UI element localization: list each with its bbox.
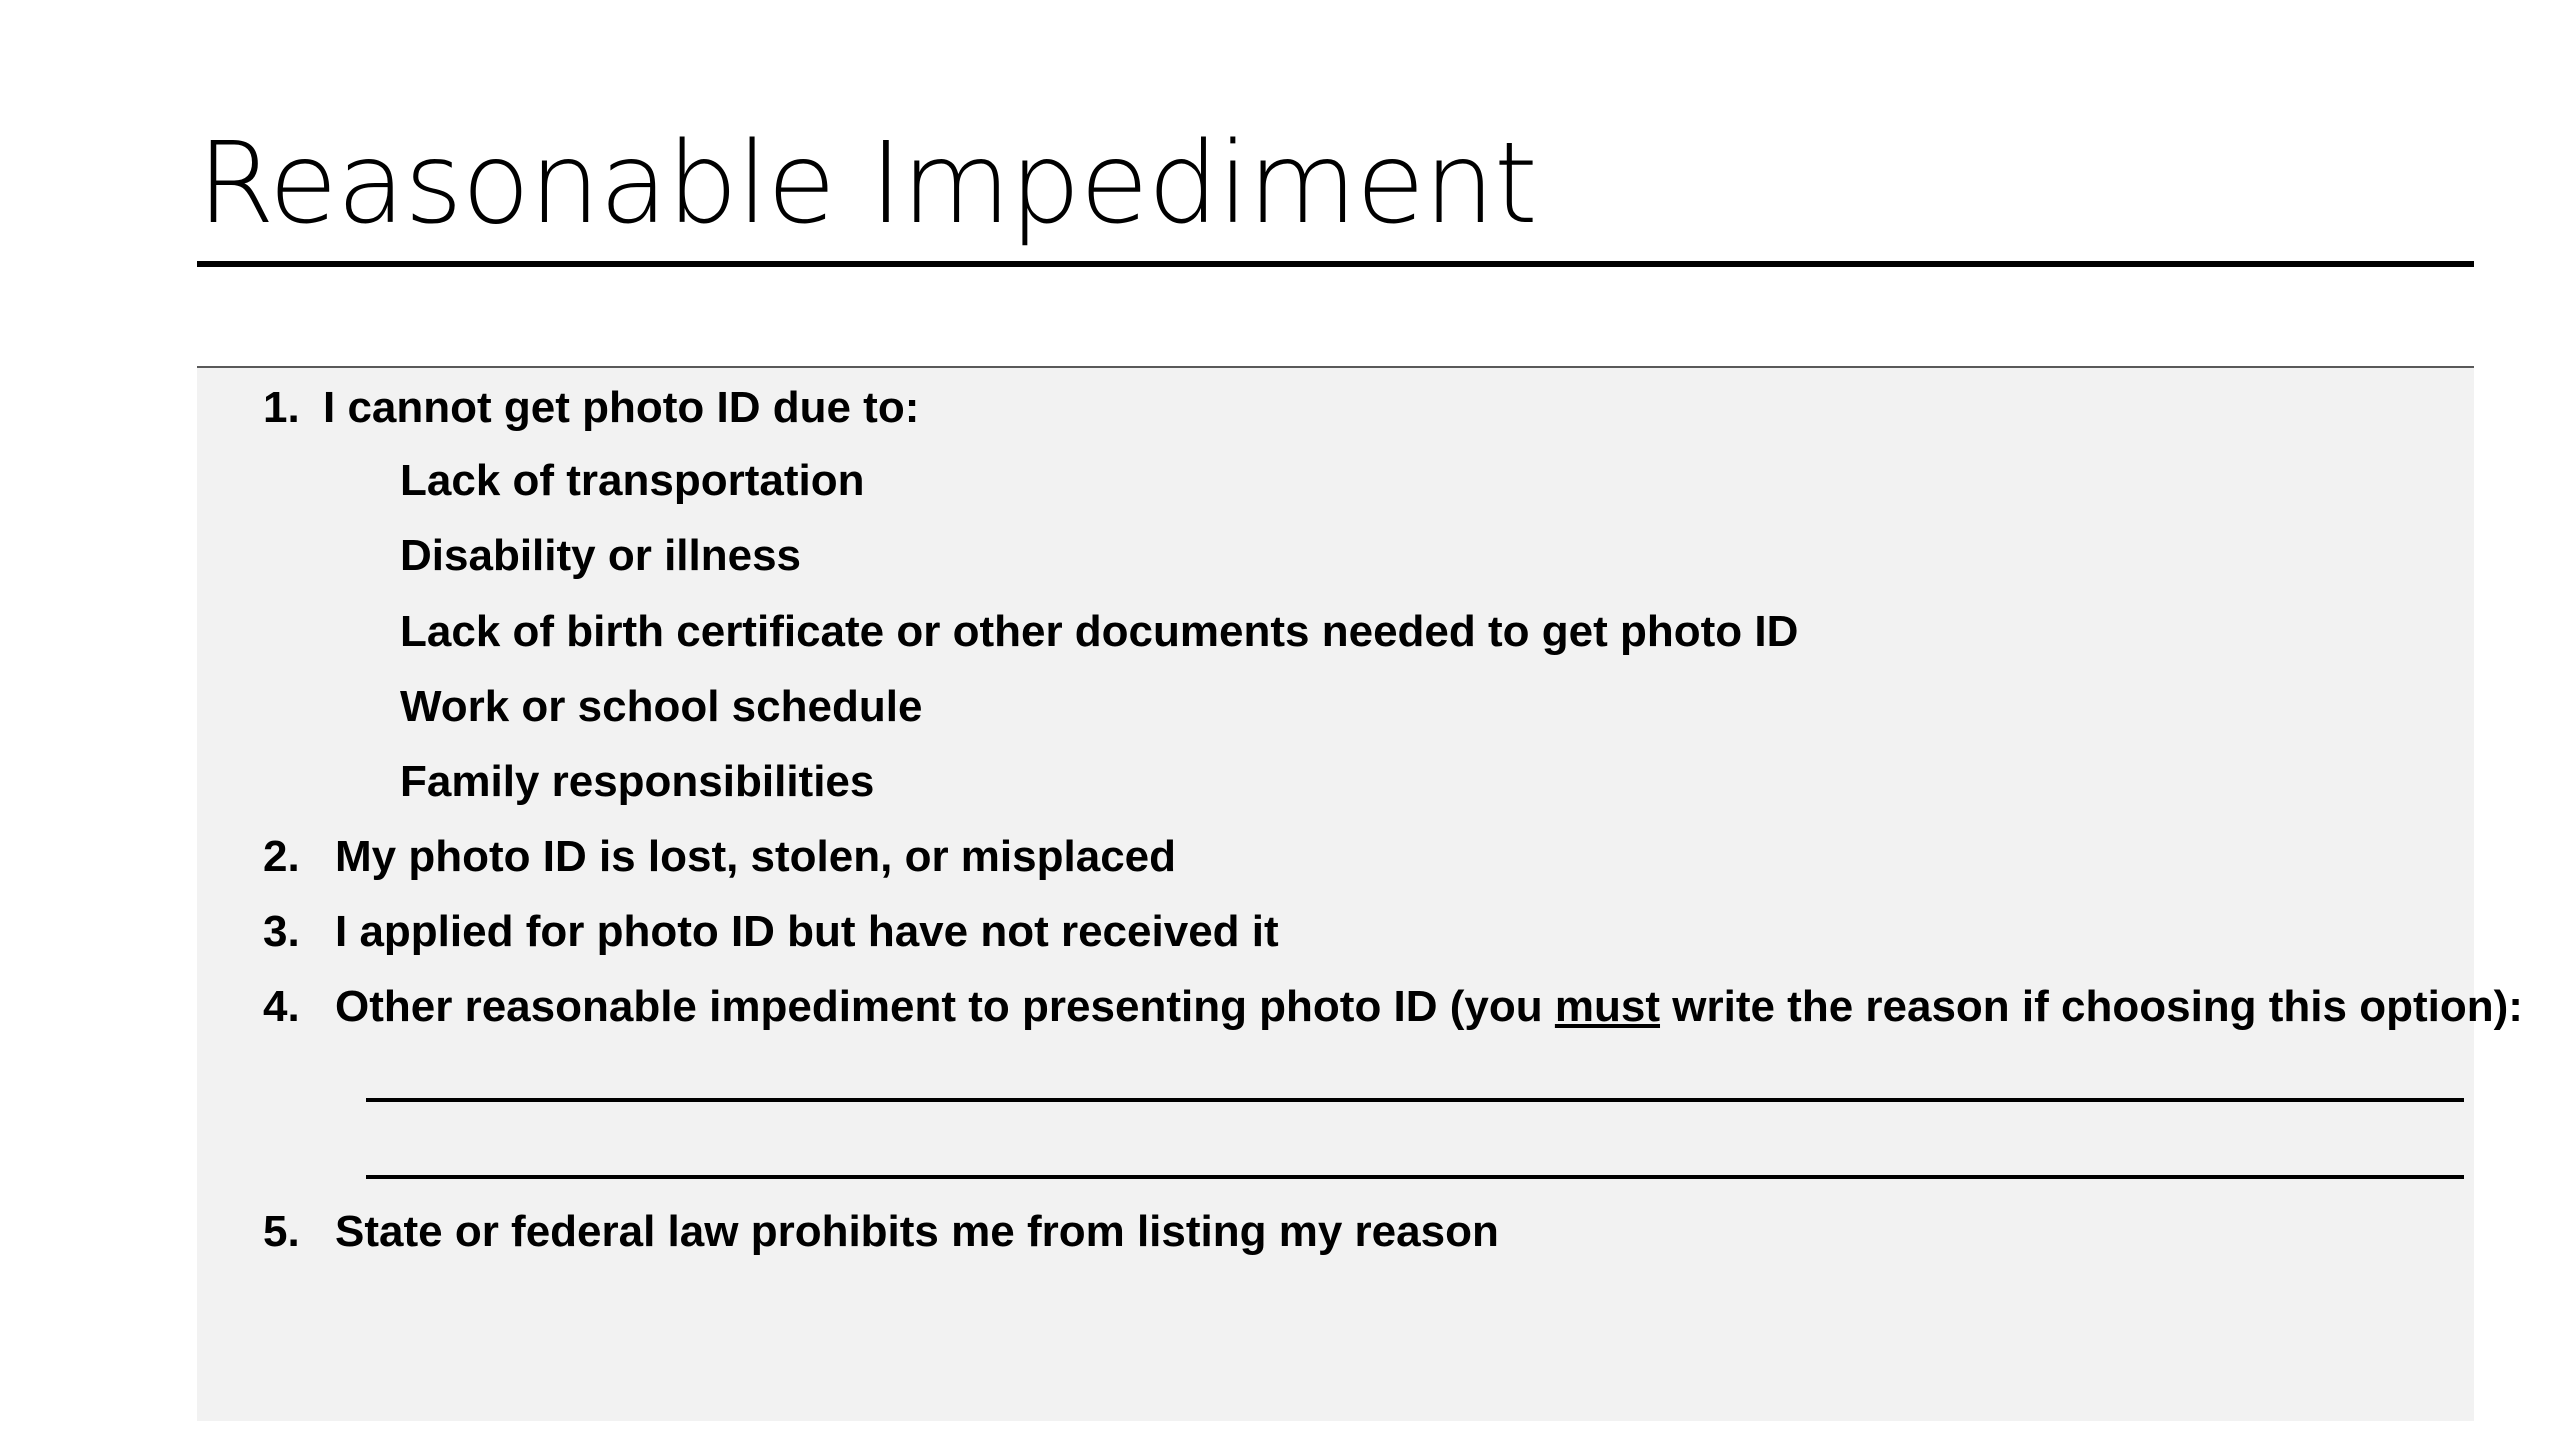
list-item-5-number: 5. [263, 1207, 300, 1256]
list-item-2 [263, 832, 1177, 881]
list-item-4-emphasis: must [1554, 982, 1661, 1031]
list-item-4-text-before: Other reasonable impediment to presenting photo ID (you [335, 982, 1555, 1031]
list-item-1 [263, 383, 920, 432]
list-item-2-number: 2. [263, 832, 300, 881]
list-item-1-text: I cannot get photo ID due to: [323, 383, 920, 432]
list-item-5 [263, 1207, 1499, 1256]
list-item-5-text: State or federal law prohibits me from listing my reason [335, 1207, 1499, 1256]
list-item-1-number: 1. [263, 383, 300, 432]
list-item-3 [263, 907, 1279, 956]
reason-write-line-1 [366, 1098, 2464, 1102]
content-box [197, 366, 2474, 1421]
list-item-2-text: My photo ID is lost, stolen, or misplaced [335, 832, 1177, 881]
title-divider [197, 261, 2474, 267]
sub-item-family: Family responsibilities [400, 757, 875, 806]
list-item-4 [263, 982, 2523, 1031]
sub-item-documents: Lack of birth certificate or other documents needed to get photo ID [400, 607, 1799, 656]
slide-title: Reasonable Impediment [197, 119, 1537, 249]
sub-item-transportation: Lack of transportation [400, 456, 865, 505]
list-item-4-text-after: write the reason if choosing this option): [1660, 982, 2523, 1031]
sub-item-schedule: Work or school schedule [400, 682, 923, 731]
list-item-3-number: 3. [263, 907, 300, 956]
reason-write-line-2 [366, 1175, 2464, 1179]
sub-item-disability: Disability or illness [400, 531, 802, 580]
list-item-3-text: I applied for photo ID but have not received it [335, 907, 1279, 956]
list-item-4-number: 4. [263, 982, 300, 1031]
